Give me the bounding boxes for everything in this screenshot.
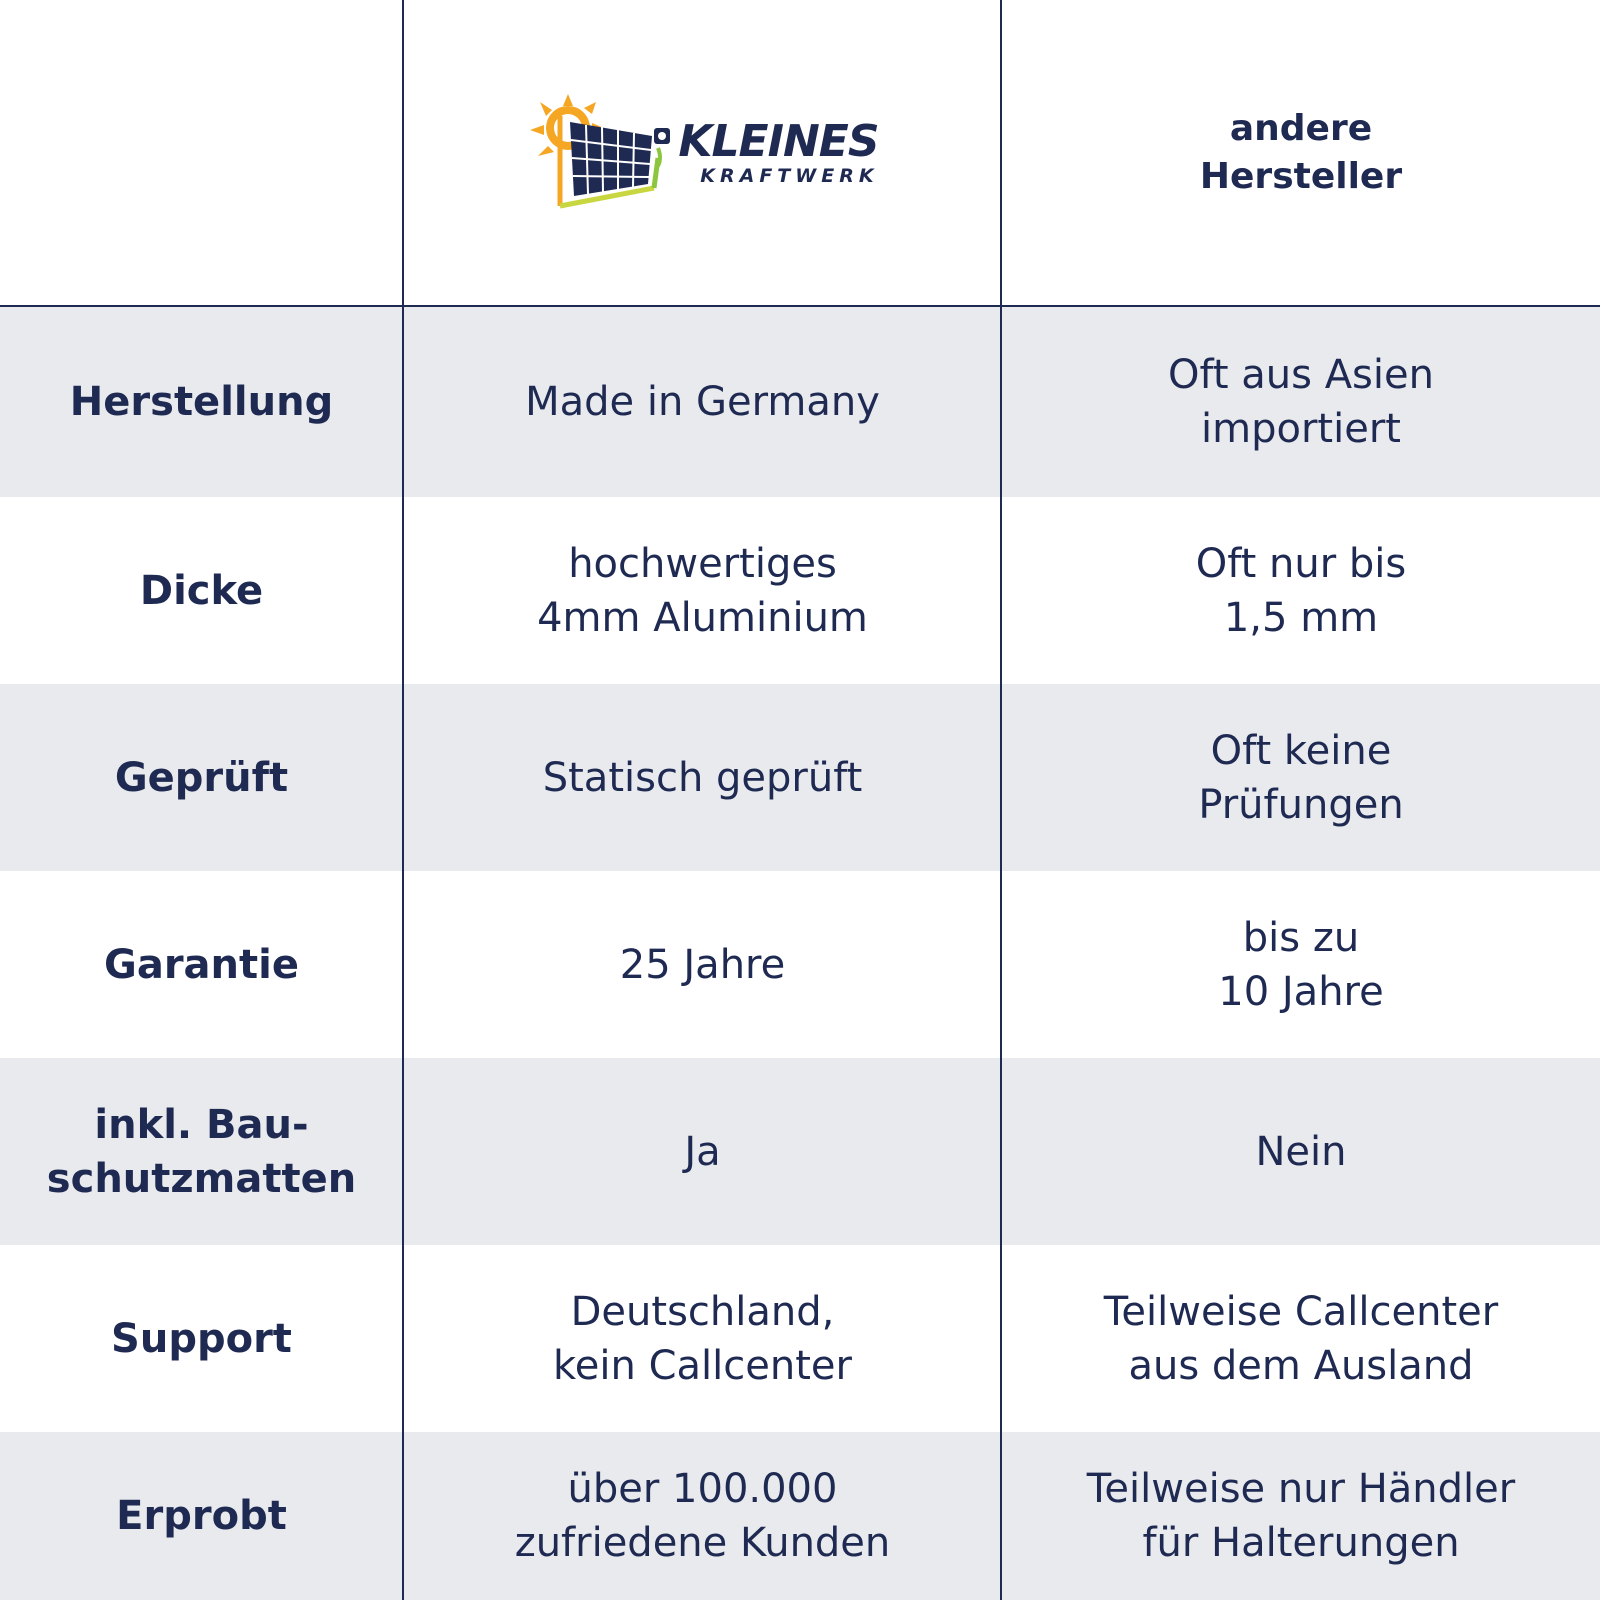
header-brand-cell xyxy=(403,0,1002,305)
column-divider xyxy=(1000,0,1002,1600)
table-row xyxy=(0,497,1600,684)
table-row xyxy=(0,1245,1600,1432)
header-other-cell xyxy=(1002,0,1600,305)
others-value: Oft keine Prüfungen xyxy=(1198,727,1404,828)
row-label: Geprüft xyxy=(114,754,289,801)
row-label: inkl. Bau- schutzmatten xyxy=(46,1101,357,1202)
ours-value: Deutschland, kein Callcenter xyxy=(553,1288,852,1389)
table-row xyxy=(0,1058,1600,1245)
row-label: Erprobt xyxy=(116,1493,287,1539)
table-row xyxy=(0,1432,1600,1600)
row-label: Garantie xyxy=(104,941,299,988)
ours-value: Statisch geprüft xyxy=(542,754,863,801)
other-manufacturers-label: andere Hersteller xyxy=(1199,107,1403,197)
row-label: Herstellung xyxy=(69,379,334,425)
table-row xyxy=(0,307,1600,497)
ours-value: hochwertiges 4mm Aluminium xyxy=(537,540,868,641)
header-divider xyxy=(0,305,1600,307)
brand-logo xyxy=(526,88,878,218)
others-value: Nein xyxy=(1255,1128,1347,1175)
table-row xyxy=(0,684,1600,871)
brand-name: KLEINES xyxy=(678,115,879,167)
ours-value: über 100.000 zufriedene Kunden xyxy=(514,1466,891,1566)
ours-value: Ja xyxy=(684,1128,721,1175)
column-divider xyxy=(402,0,404,1600)
row-label: Dicke xyxy=(139,567,264,614)
others-value: bis zu 10 Jahre xyxy=(1218,914,1384,1015)
others-value: Oft aus Asien importiert xyxy=(1168,352,1434,452)
others-value: Teilweise Callcenter aus dem Ausland xyxy=(1103,1288,1499,1389)
table-row xyxy=(0,871,1600,1058)
others-value: Teilweise nur Händler für Halterungen xyxy=(1086,1466,1516,1566)
header-empty-cell xyxy=(0,0,403,305)
others-value: Oft nur bis 1,5 mm xyxy=(1195,540,1407,641)
ours-value: Made in Germany xyxy=(525,379,880,425)
brand-subtitle: KRAFTWERK xyxy=(700,164,879,187)
solar-panel-sun-logo-icon xyxy=(526,88,676,218)
row-label: Support xyxy=(111,1315,292,1362)
ours-value: 25 Jahre xyxy=(619,941,786,988)
header-row xyxy=(0,0,1600,305)
